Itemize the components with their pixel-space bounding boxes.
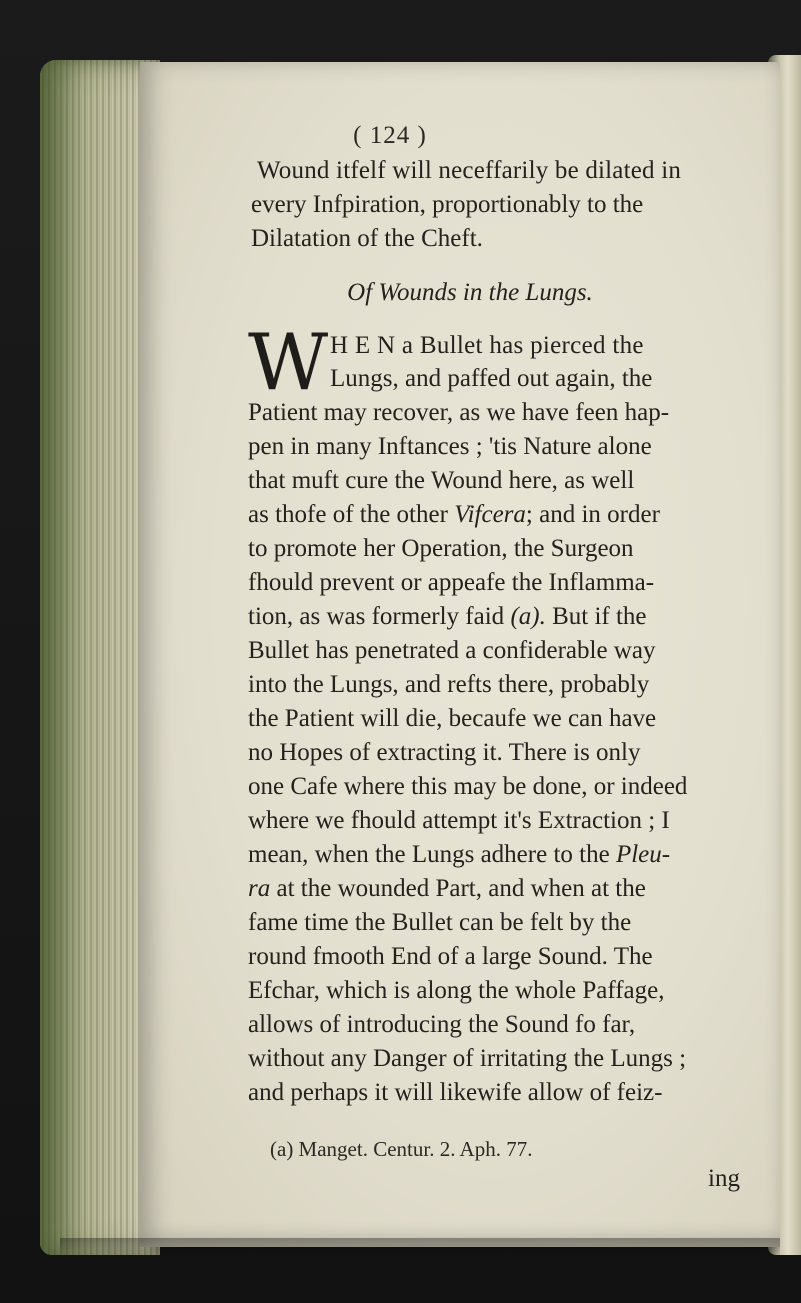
- text-segment: mean, when the Lungs adhere to the: [248, 841, 610, 868]
- text-segment: But if the: [552, 603, 647, 630]
- text-line: one Cafe where this may be done, or indeed: [248, 773, 688, 800]
- footnote: (a) Manget. Centur. 2. Aph. 77.: [270, 1137, 533, 1161]
- text-line: H E N a Bullet has pierced the: [330, 332, 644, 359]
- italic-term: ra: [248, 875, 271, 902]
- text-line: Patient may recover, as we have feen hap-: [248, 399, 670, 426]
- text-line: [248, 501, 660, 529]
- book-page: [140, 62, 780, 1247]
- text-line: every Infpiration, proportionably to the: [251, 191, 644, 218]
- text-segment: at the wounded Part, and when at the: [276, 875, 646, 902]
- text-line: Dilatation of the Cheft.: [251, 225, 483, 252]
- page-bottom-shadow: [60, 1238, 780, 1258]
- text-line: the Patient will die, becaufe we can have: [248, 705, 657, 732]
- text-line: [248, 603, 647, 631]
- text-line: Wound itfelf will neceffarily be dilated in: [257, 157, 682, 184]
- text-line: no Hopes of extracting it. There is only: [248, 739, 641, 766]
- text-line: that muft cure the Wound here, as well: [248, 467, 635, 494]
- text-line: [248, 841, 670, 869]
- text-line: and perhaps it will likewife allow of feiz-: [248, 1079, 663, 1106]
- text-line: round fmooth End of a large Sound. The: [248, 943, 653, 970]
- text-line: Lungs, and paffed out again, the: [330, 365, 653, 392]
- text-segment: ; and in order: [525, 501, 660, 528]
- text-line: where we fhould attempt it's Extraction ; I: [248, 807, 670, 834]
- italic-term: Pleu-: [615, 841, 671, 868]
- text-line: fame time the Bullet can be felt by the: [248, 909, 632, 936]
- text-line: Bullet has penetrated a confiderable way: [248, 637, 656, 664]
- text-line: pen in many Inftances ; 'tis Nature alone: [248, 433, 652, 460]
- text-line: allows of introducing the Sound fo far,: [248, 1011, 636, 1038]
- text-line: [248, 875, 646, 903]
- page-number: ( 124 ): [353, 122, 427, 149]
- text-segment: as thofe of the other: [248, 501, 448, 528]
- text-segment: tion, as was formerly faid: [248, 603, 505, 630]
- text-line: Efchar, which is along the whole Paffage,: [248, 977, 665, 1004]
- section-heading: Of Wounds in the Lungs.: [347, 279, 593, 306]
- text-line: fhould prevent or appeafe the Inflamma-: [248, 569, 655, 596]
- text-line: into the Lungs, and refts there, probably: [248, 671, 650, 698]
- drop-cap: W: [248, 318, 329, 408]
- catchword: ing: [708, 1165, 740, 1192]
- italic-term: Vifcera: [454, 501, 526, 528]
- footnote-ref: (a).: [510, 603, 546, 630]
- text-line: to promote her Operation, the Surgeon: [248, 535, 634, 562]
- text-line: without any Danger of irritating the Lungs ;: [248, 1045, 687, 1072]
